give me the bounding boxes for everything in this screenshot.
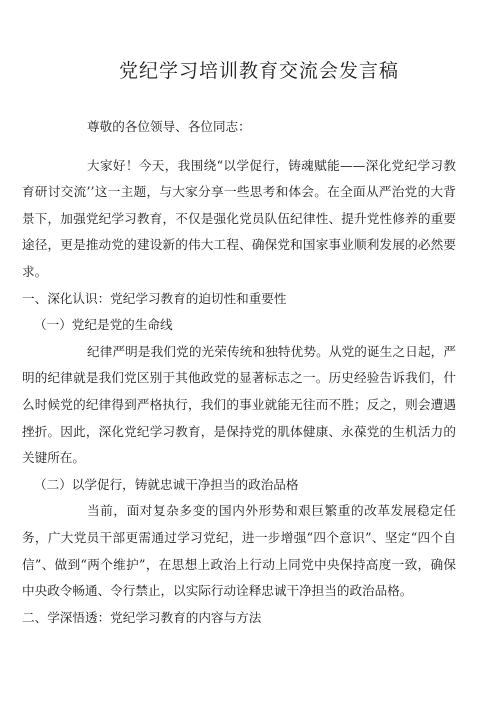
- section-1-subheading-1: （一）党纪是党的生命线: [34, 317, 173, 333]
- section-1-sub-2-body: 当前，面对复杂多变的国内外形势和艰巨繁重的改革发展稳定任务，广大党员干部更需通过学习党纪，进一步增强“四个意识”、坚定“四个自信”、做到“两个维护”，在思想上政治上行动上同党中央保持高度一致，确保中央政令畅通、令行禁止，以实际行动诠释忠诚干净担当的政治品格。: [22, 503, 456, 599]
- intro-paragraph: 大家好！今天，我围绕“以学促行，铸魂赋能——深化党纪学习教育研讨交流’’这一主题，与大家分享一些思考和体会。在全面从严治党的大背景下，加强党纪学习教育，不仅是强化党员队伍纪律性、提升党性修养的重要途径，更是推动党的建设新的伟大工程、确保党和国家事业顺利发展的必然要求。: [22, 157, 456, 279]
- salutation: 尊敬的各位领导、各位同志：: [87, 119, 251, 134]
- section-2-heading: 二、学深悟透：党纪学习教育的内容与方法: [22, 609, 262, 625]
- section-1-subheading-2: （二）以学促行，铸就忠诚干净担当的政治品格: [34, 476, 299, 492]
- section-1-heading: 一、深化认识：党纪学习教育的迫切性和重要性: [22, 290, 287, 306]
- document-title: 党纪学习培训教育交流会发言稿: [118, 60, 399, 82]
- section-1-sub-1-body: 纪律严明是我们党的光荣传统和独特优势。从党的诞生之日起，严明的纪律就是我们党区别于其他政党的显著标志之一。历史经验告诉我们，什么时候党的纪律得到严格执行，我们的事业就能无往而不胜；反之，则会遭遇挫折。因此，深化党纪学习教育，是保持党的肌体健康、永葆党的生机活力的关键所在。: [22, 343, 456, 466]
